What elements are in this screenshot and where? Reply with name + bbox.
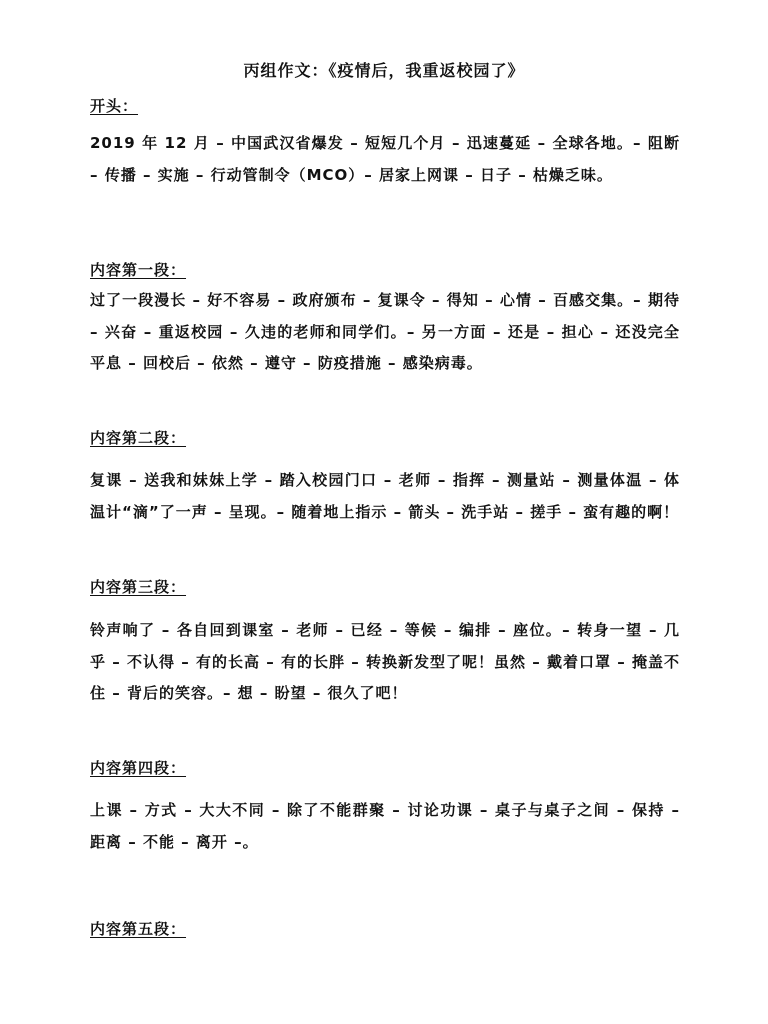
section-body-paragraph-2: 复课 – 送我和妹妹上学 – 踏入校园门口 – 老师 – 指挥 – 测量站 – 测量体温 – 体温计“滴”了一声 – 呈现。– 随着地上指示 – 箭头 – 洗手站 – 搓手 – 蛮有趣的啊！ (90, 471, 680, 521)
section-body-paragraph-3: 铃声响了 – 各自回到课室 – 老师 – 已经 – 等候 – 编排 – 座位。– 转身一望 – 几乎 – 不认得 – 有的长高 – 有的长胖 – 转换新发型了呢！虽然 – 戴着口罩 – 掩盖不住 – 背后的笑容。– 想 – 盼望 – 很久了吧！ (90, 621, 680, 702)
section-heading-paragraph-5: 内容第五段： (90, 920, 187, 938)
section-heading-paragraph-4: 内容第四段： (90, 759, 187, 777)
section-heading-paragraph-3: 内容第三段： (90, 578, 187, 596)
section-heading-paragraph-2: 内容第二段： (90, 429, 187, 447)
section-heading-paragraph-1: 内容第一段： (90, 261, 187, 279)
section-body-opening: 2019 年 12 月 – 中国武汉省爆发 – 短短几个月 – 迅速蔓延 – 全球各地。– 阻断 – 传播 – 实施 – 行动管制令（MCO）– 居家上网课 – 日子 – 枯燥乏味。 (90, 134, 680, 184)
document-title: 丙组作文：《疫情后，我重返校园了》 (243, 61, 525, 80)
section-heading-opening: 开头： (90, 97, 139, 115)
section-body-paragraph-1: 过了一段漫长 – 好不容易 – 政府颁布 – 复课令 – 得知 – 心情 – 百感交集。– 期待 – 兴奋 – 重返校园 – 久违的老师和同学们。– 另一方面 – 还是 – 担心 – 还没完全平息 – 回校后 – 依然 – 遵守 – 防疫措施 – 感染病毒。 (90, 291, 680, 372)
section-body-paragraph-4: 上课 – 方式 – 大大不同 – 除了不能群聚 – 讨论功课 – 桌子与桌子之间 – 保持 – 距离 – 不能 – 离开 –。 (90, 801, 680, 851)
